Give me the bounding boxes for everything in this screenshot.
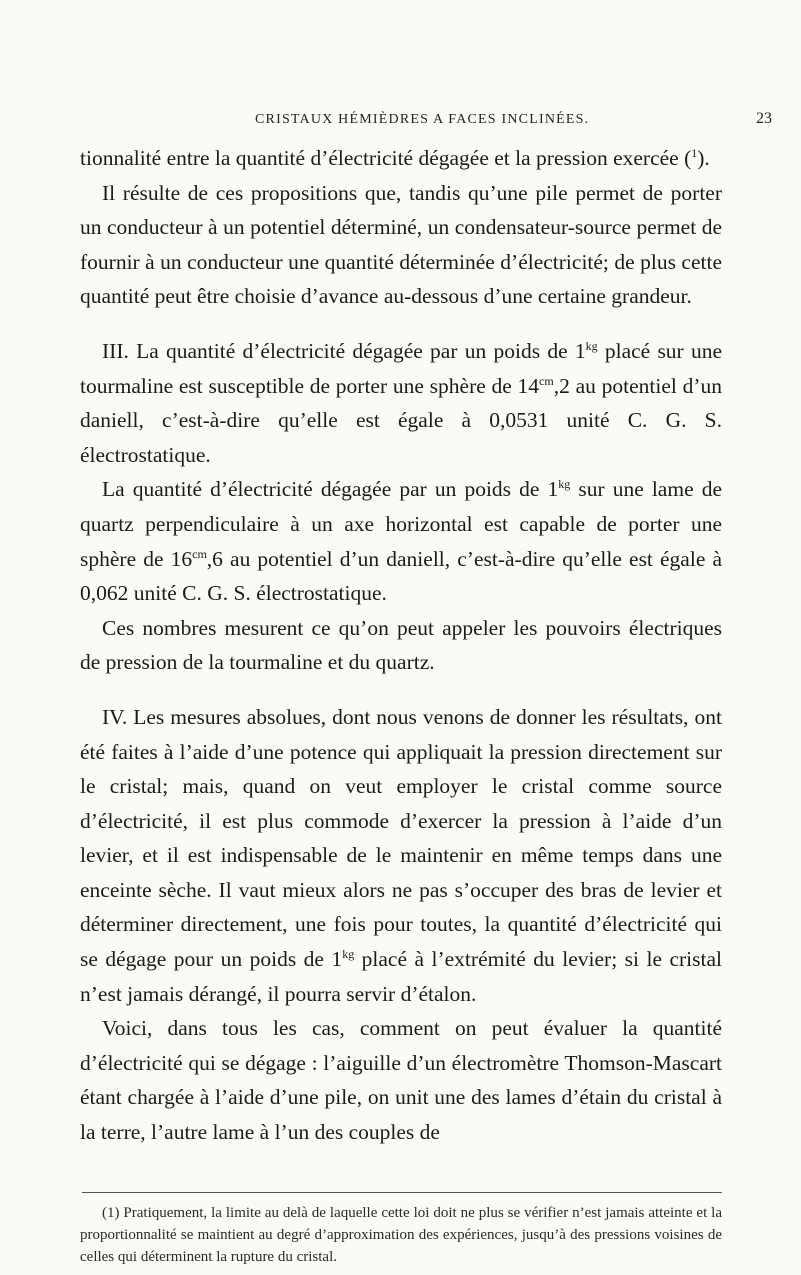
paragraph-electrometre: Voici, dans tous les cas, comment on peut évaluer la quantité d’électricité qui se dégage : l’aiguille d’un électromètre Thomson-Mascart étant chargée à l’aide d’une pile, on unit une des lames d’étain du cristal à la terre, l’autre lame à l’un des couples de — [80, 1016, 722, 1145]
text-run: ,6 au potentiel d’un daniell, c’est-à-dire qu’elle est égale à 0,062 unité C. G. S. électrostatique. — [80, 546, 723, 606]
text-run: IV. Les mesures absolues, dont nous venons de donner les résultats, ont été faites à l’aide d’une potence qui appliquait la pression directement sur le cristal; mais, quand on veut employer le cristal comme source d’électricité, il est plus commode d’exercer la pression à l’aide d’un levier, et il est indispensable de le maintenir en même temps dans une enceinte sèche. Il vaut mieux alors ne pas s’occuper des bras de levier et déterminer directement, une fois pour toutes, la quantité d’électricité qui se dégage pour un poids de 1 — [80, 704, 722, 972]
paragraph-section-iii-tourmaline — [80, 334, 722, 472]
unit-superscript: cm — [192, 546, 207, 561]
body-text — [80, 141, 722, 1150]
footnotes — [80, 1202, 722, 1268]
unit-superscript: kg — [585, 338, 598, 353]
footnote-reference: 1 — [691, 146, 698, 160]
footnote-divider — [82, 1192, 722, 1193]
paragraph-quartz — [80, 472, 722, 610]
text-run: ,2 au potentiel d’un daniell, c’est-à-dire qu’elle est égale à 0,0531 unité C. G. S. électrostatique. — [80, 373, 722, 467]
unit-superscript: kg — [342, 947, 355, 962]
unit-superscript: cm — [539, 373, 554, 388]
paragraph-condensateur-source: Il résulte de ces propositions que, tandis qu’une pile permet de porter un conducteur à un potentiel déterminé, un condensateur-source permet de fournir à un conducteur une quantité déterminée d’électricité; de plus cette quantité peut être choisie d’avance au-dessous d’une certaine grandeur. — [80, 180, 722, 309]
text-run: sur une lame de quartz perpendiculaire à un axe horizontal est capable de porter une sphère de 16 — [80, 477, 722, 571]
unit-superscript: kg — [558, 477, 571, 492]
paragraph-continuation — [80, 141, 722, 176]
text-run: La quantité d’électricité dégagée par un poids de 1 — [102, 477, 559, 502]
text-run: tionnalité entre la quantité d’électricité dégagée et la pression exercée ( — [80, 146, 692, 170]
running-title: CRISTAUX HÉMIÈDRES A FACES INCLINÉES. — [255, 112, 590, 127]
text-run: placé sur une tourmaline est susceptible de porter une sphère de 14 — [80, 338, 722, 398]
footnote — [80, 1202, 722, 1268]
footnote-mark: (1) — [102, 1205, 120, 1221]
text-run: III. La quantité d’électricité dégagée par un poids de 1 — [102, 338, 586, 363]
page-number: 23 — [756, 110, 772, 127]
text-run: ). — [697, 146, 710, 170]
text-run: placé à l’extrémité du levier; si le cristal n’est jamais dérangé, il pourra servir d’étalon. — [80, 947, 722, 1006]
paragraph-pouvoirs-electriques: Ces nombres mesurent ce qu’on peut appeler les pouvoirs électriques de pression de la tourmaline et du quartz. — [80, 615, 722, 675]
paragraph-section-iv-mesures — [80, 700, 722, 1011]
footnote-text: Pratiquement, la limite au delà de laquelle cette loi doit ne plus se vérifier n’est jamais atteinte et la proportionnalité se maintient au degré d’approximation des expériences, jusqu’à des pressions voisines de celles qui déterminent la rupture du cristal. — [80, 1205, 722, 1265]
